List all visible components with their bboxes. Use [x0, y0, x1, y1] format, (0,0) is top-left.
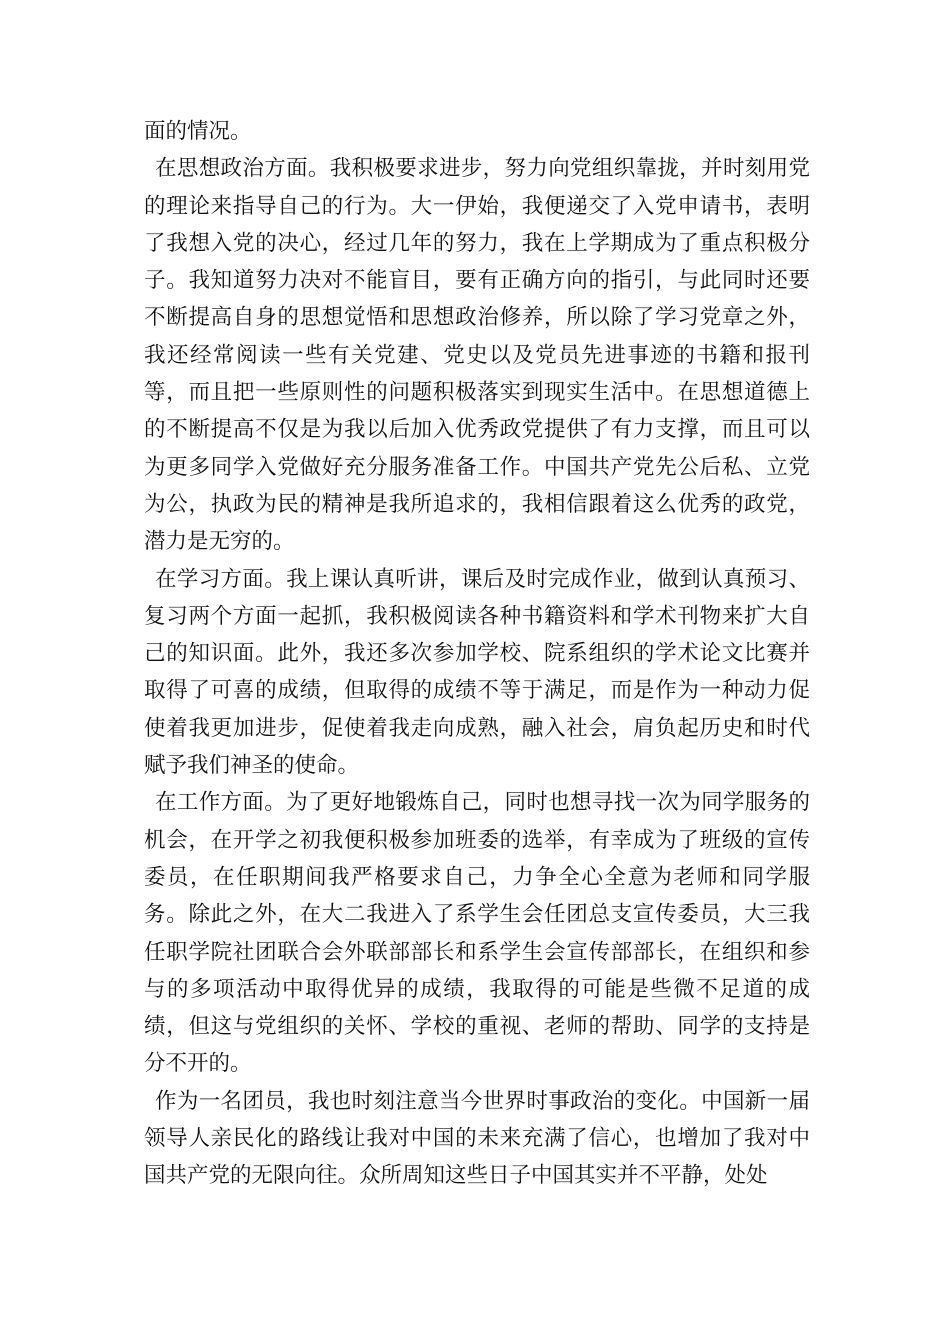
paragraph-study: 在学习方面。我上课认真听讲，课后及时完成作业，做到认真预习、复习两个方面一起抓，我积极阅读各种书籍资料和学术刊物来扩大自己的知识面。此外，我还多次参加学校、院系组织的学术论文比赛并取得了可喜的成绩，但取得的成绩不等于满足，而是作为一种动力促使着我更加进步，促使着我走向成熟，融入社会，肩负起历史和时代赋予我们神圣的使命。: [144, 566, 810, 779]
paragraph-league-member: 作为一名团员，我也时刻注意当今世界时事政治的变化。中国新一届领导人亲民化的路线让我对中国的未来充满了信心，也增加了我对中国共产党的无限向往。众所周知这些日子中国其实并不平静，处处: [144, 1088, 810, 1189]
paragraph-ideology: 在思想政治方面。我积极要求进步，努力向党组织靠拢，并时刻用党的理论来指导自己的行为。大一伊始，我便递交了入党申请书，表明了我想入党的决心，经过几年的努力，我在上学期成为了重点积极分子。我知道努力决对不能盲目，要有正确方向的指引，与此同时还要不断提高自身的思想觉悟和思想政治修养，所以除了学习党章之外，我还经常阅读一些有关党建、党史以及党员先进事迹的书籍和报刊等，而且把一些原则性的问题积极落实到现实生活中。在思想道德上的不断提高不仅是为我以后加入优秀政党提供了有力支撑，而且可以为更多同学入党做好充分服务准备工作。中国共产党先公后私、立党为公，执政为民的精神是我所追求的，我相信跟着这么优秀的政党，潜力是无穷的。: [144, 156, 810, 555]
paragraph-continuation: 面的情况。: [144, 119, 252, 144]
document-body: [144, 113, 810, 1195]
paragraph-work: 在工作方面。为了更好地锻炼自己，同时也想寻找一次为同学服务的机会，在开学之初我便积极参加班委的选举，有幸成为了班级的宣传委员，在任职期间我严格要求自己，力争全心全意为老师和同学服务。除此之外，在大二我进入了系学生会任团总支宣传委员，大三我任职学院社团联合会外联部部长和系学生会宣传部部长，在组织和参与的多项活动中取得优异的成绩，我取得的可能是些微不足道的成绩，但这与党组织的关怀、学校的重视、老师的帮助、同学的支持是分不开的。: [144, 790, 810, 1077]
